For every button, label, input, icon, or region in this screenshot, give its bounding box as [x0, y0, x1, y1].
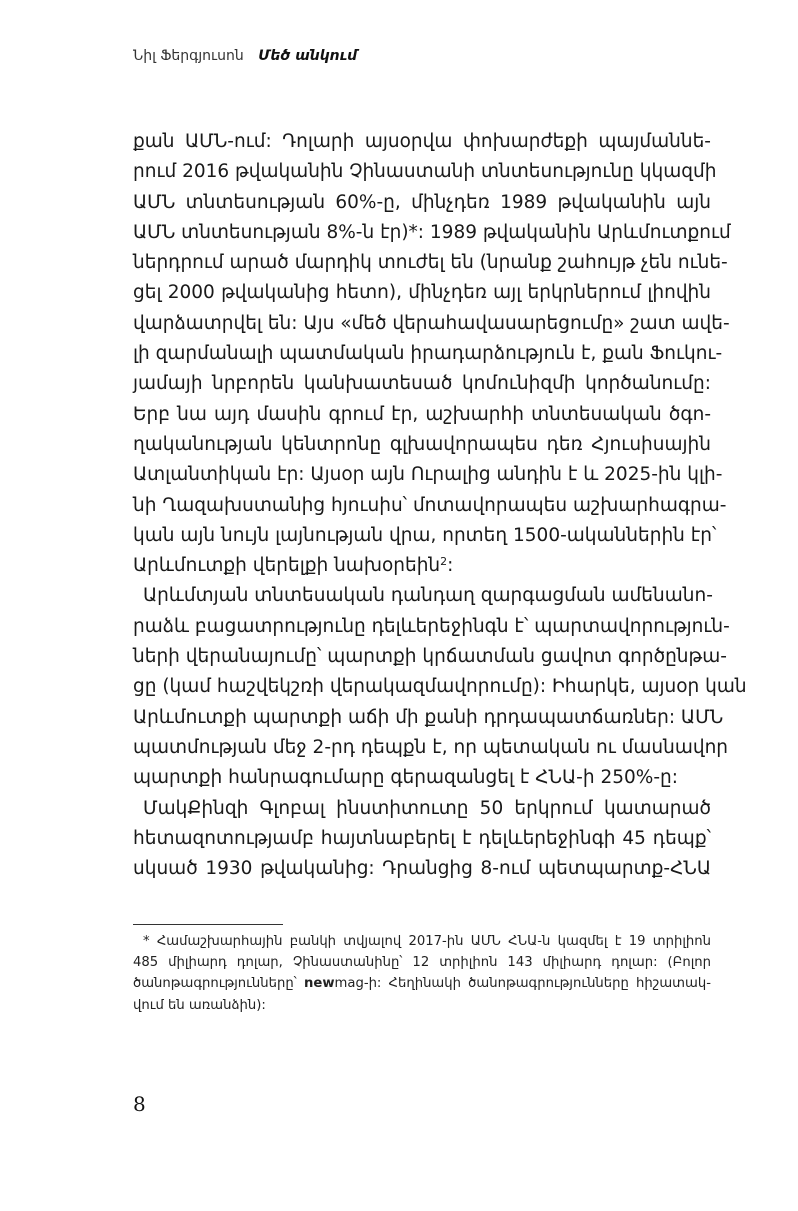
main-text: [133, 127, 747, 884]
text-line: ԱՄՆ տնտեսության 8%-ն էր)*: 1989 թվականին Արևմուտքում: [133, 221, 731, 243]
text-line: ներդրում արած մարդիկ տուժել են (նրանք շահույթ չեն ունե-: [133, 252, 728, 274]
text-line: սկսած 1930 թվականից: Դրանցից 8-ում պետպարտք-ՀՆԱ: [133, 858, 711, 880]
footnote-line: * Համաշխարհային բանկի տվյալով 2017-ին ԱՄՆ ՀՆԱ-ն կազմել է 19 տրիլիոն: [143, 934, 711, 949]
text-line: նի Ղազախստանից հյուսիս՝ մոտավորապես աշխարհագրա-: [133, 494, 727, 516]
footnote-line: 485 միլիարդ դոլար, Չինաստանինը՝ 12 տրիլիոն 143 միլիարդ դոլար: (Բոլոր: [133, 955, 711, 971]
footnote: [133, 931, 711, 1016]
text-line: պատմության մեջ 2-րդ դեպքն է, որ պետական ու մասնավոր: [133, 736, 729, 758]
running-head-author: Նիլ Ֆերգյուսոն: [133, 48, 244, 64]
text-line: Ատլանտիկան էր: Այսօր այն Ուրալից անդին է և 2025-ին կլի-: [133, 464, 723, 486]
text-line: Արևմտյան տնտեսական դանդաղ զարգացման ամենանո-: [143, 585, 713, 607]
text-line: յամայի նրբորեն կանխատեսած կոմունիզմի կործանումը:: [133, 373, 711, 395]
text-line: ղականության կենտրոնը գլխավորապես դեռ Հյուսիսային: [133, 433, 711, 455]
footnote-line: վում են առանձին):: [133, 997, 266, 1013]
text-line: րաձև բացատրությունը դելևերեջինգն է՝ պարտավորություն-: [133, 615, 730, 637]
text-line: րում 2016 թվականին Չինաստանի տնտեսությունը կկազմի: [133, 161, 717, 183]
text-fragment: :: [447, 555, 454, 577]
text-line: քան ԱՄՆ-ում: Դոլարի այսօրվա փոխարժեքի պայմաննե-: [133, 131, 711, 152]
text-line: վարձատրվել են: Այս «մեծ վերահավասարեցումը» շատ ավե-: [133, 312, 730, 334]
text-line-paragraph-end: պարտքի հանրագումարը գերազանցել է ՀՆԱ-ի 250%-ը:: [133, 767, 678, 789]
text-line: լի զարմանալի պատմական իրադարձություն է, քան Ֆուկու-: [133, 343, 723, 365]
footnote-reference: 2: [440, 555, 448, 569]
text-line: Արևմուտքի պարտքի աճի մի քանի դրդապատճառներ: ԱՄՆ: [133, 706, 724, 728]
text-line: ԱՄՆ տնտեսության 60%-ը, մինչդեռ 1989 թվականին այն: [133, 191, 711, 213]
text-line: հետազոտությամբ հայտնաբերել է դելևերեջինգի 45 դեպք՝: [133, 827, 711, 849]
text-line: ցել 2000 թվականից հետո), մինչդեռ այլ երկրներում լիովին: [133, 282, 711, 304]
newmag-bold: new: [304, 976, 335, 992]
running-head: [133, 48, 357, 64]
text-line: ցը (կամ հաշվեկշռի վերակազմավորումը): Իհարկե, այսօր կան: [133, 676, 747, 698]
footnote-fragment: ծանոթագրությունները՝: [133, 976, 297, 992]
text-line-paragraph-end: [133, 551, 711, 581]
text-line: կան այն նույն լայնության վրա, որտեղ 1500-ականներին էր՝: [133, 524, 717, 546]
text-line: Երբ նա այդ մասին գրում էր, աշխարհի տնտեսական ծգո-: [133, 403, 711, 425]
footnote-divider: [133, 924, 283, 925]
footnote-line: [133, 973, 711, 994]
footnote-fragment: mag-ի: Հեղինակի ծանոթագրությունները հիշատակ-: [334, 976, 711, 992]
text-line: ների վերանայումը՝ պարտքի կրճատման ցավոտ գործընթա-: [133, 646, 727, 668]
text-fragment: Արևմուտքի վերելքի նախօրեին: [133, 555, 441, 577]
page-number: 8: [133, 1092, 146, 1116]
text-line: ՄակՔինզի Գլոբալ ինստիտուտը 50 երկրում կատարած: [143, 797, 711, 819]
running-head-book-title: Մեծ անկում: [258, 48, 358, 64]
